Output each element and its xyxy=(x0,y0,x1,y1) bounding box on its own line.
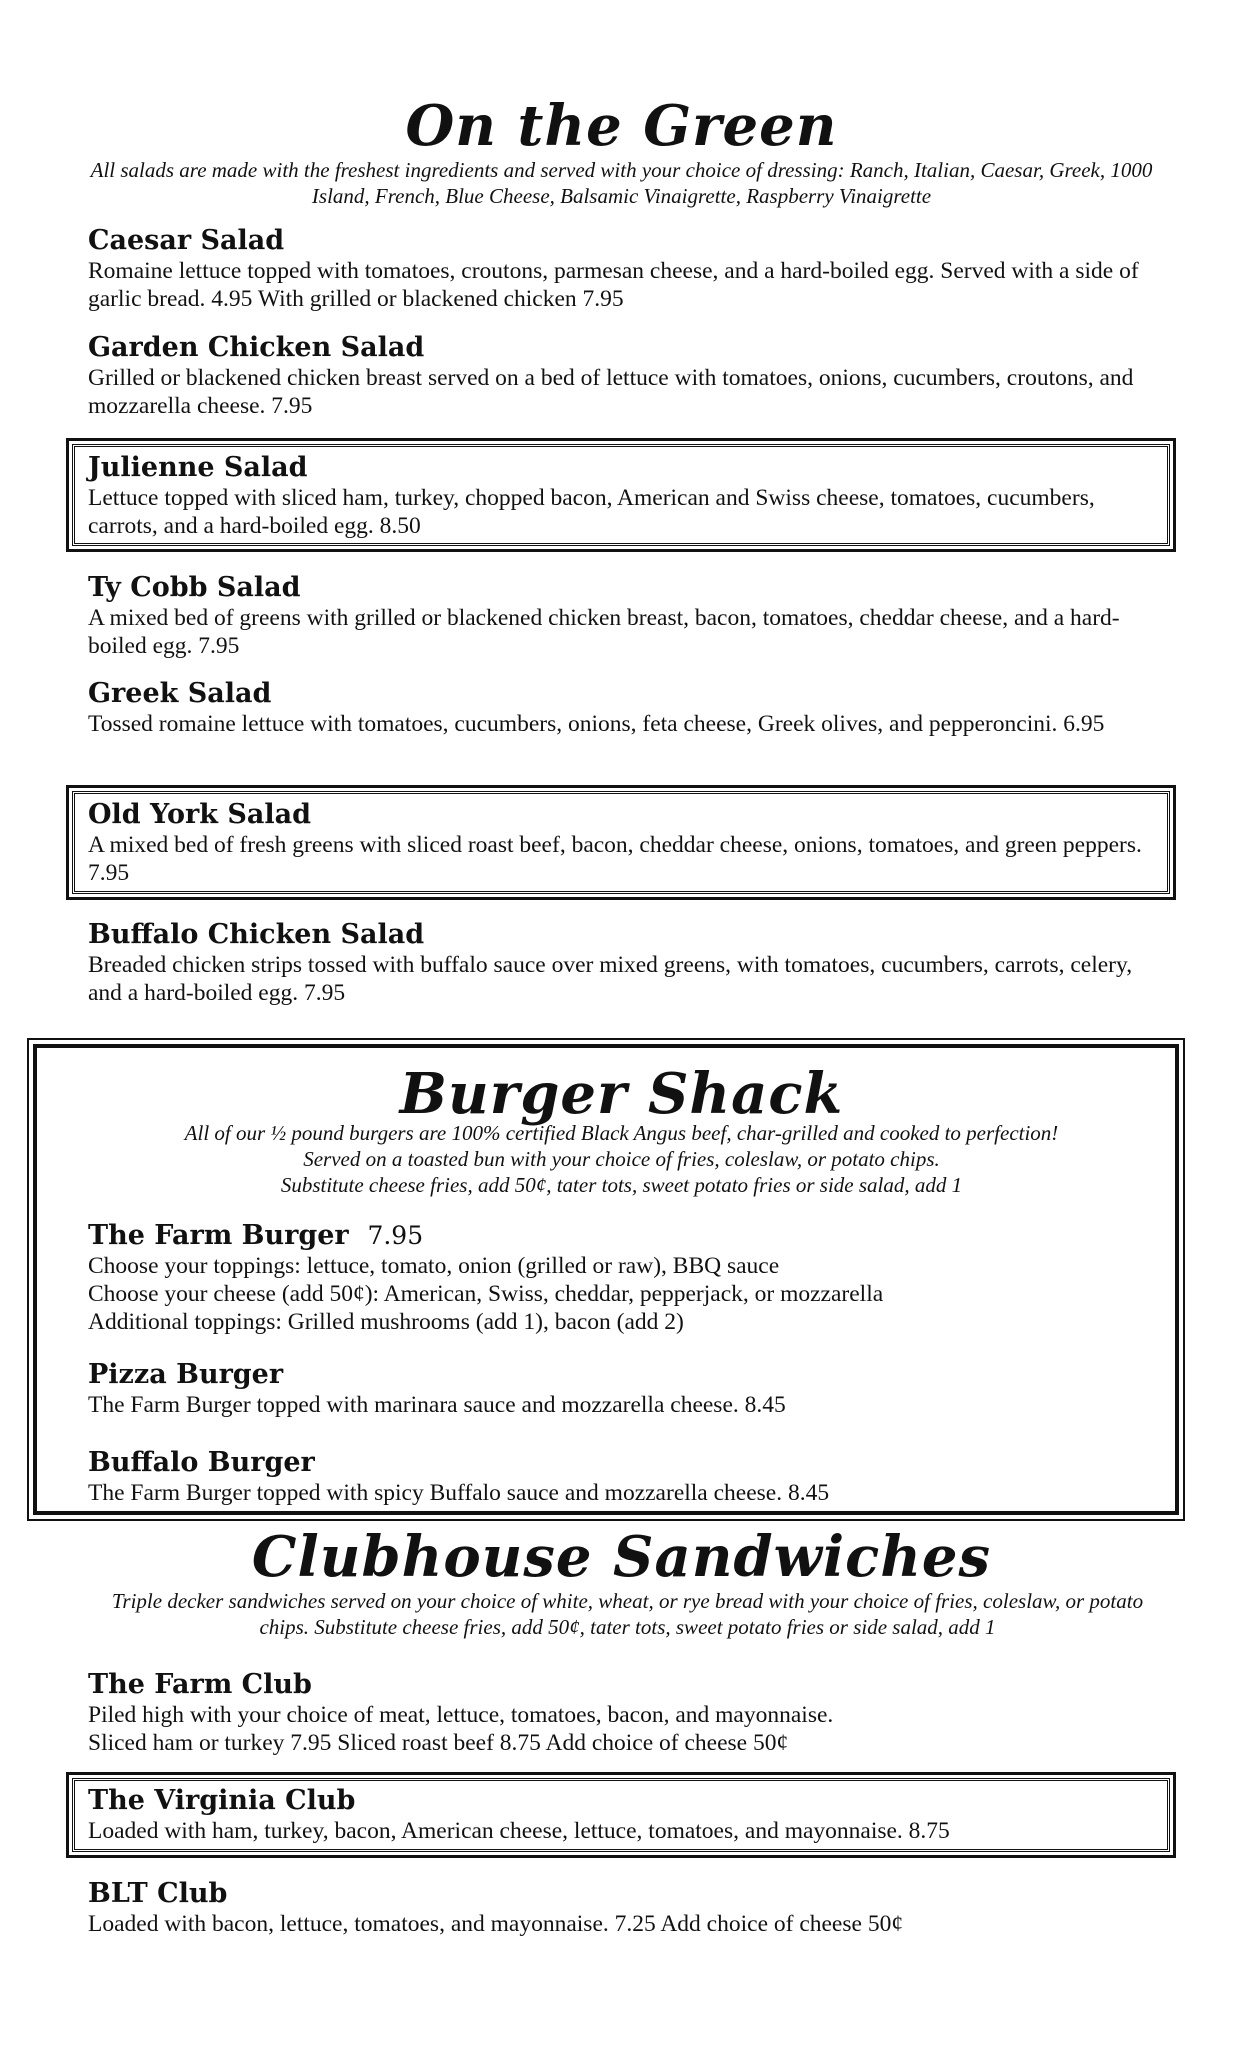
menu-item-pizza-burger xyxy=(88,1358,1168,1419)
salads-intro: All salads are made with the freshest ingredients and served with your choice of dressing: Ranch, Italian, Caesar, Greek, 1000 Island, French, Blue Cheese, Balsamic Vinaigrette, Raspberry Vinaigrette xyxy=(90,158,1153,208)
item-option-line: Piled high with your choice of meat, lettuce, tomatoes, bacon, and mayonnaise. xyxy=(88,1702,834,1728)
item-description: A mixed bed of greens with grilled or blackened chicken breast, bacon, tomatoes, cheddar cheese, and a hard-boiled egg. 7.95 xyxy=(88,605,1120,659)
menu-item-buffalo-burger xyxy=(88,1446,1168,1507)
burger-intro-line: Substitute cheese fries, add 50¢, tater tots, sweet potato fries or side salad, add 1 xyxy=(280,1173,963,1197)
item-name: Caesar Salad xyxy=(88,225,285,256)
club-intro: Triple decker sandwiches served on your choice of white, wheat, or rye bread with your choice of fries, coleslaw, or potato chips. Substitute cheese fries, add 50¢, tater tots, sweet potato fries or side salad, add 1 xyxy=(111,1589,1144,1639)
section-title-burger-shack: Burger Shack xyxy=(399,1061,844,1127)
item-name: BLT Club xyxy=(88,1878,228,1909)
item-name: Julienne Salad xyxy=(88,452,308,483)
menu-item-julienne-salad xyxy=(88,451,1168,540)
item-description: The Farm Burger topped with marinara sauce and mozzarella cheese. 8.45 xyxy=(88,1392,786,1418)
menu-item-farm-burger xyxy=(88,1219,1168,1336)
item-name: The Farm Burger xyxy=(88,1220,349,1251)
item-name: Old York Salad xyxy=(88,799,311,830)
menu-item-virginia-club xyxy=(88,1784,1168,1845)
burger-intro xyxy=(60,1120,1183,1198)
item-name: The Farm Club xyxy=(88,1669,312,1700)
item-name: Pizza Burger xyxy=(88,1359,284,1390)
item-name: Greek Salad xyxy=(88,678,272,709)
item-description: Lettuce topped with sliced ham, turkey, chopped bacon, American and Swiss cheese, tomatoes, cucumbers, carrots, and a hard-boiled egg. 8.50 xyxy=(88,485,1095,539)
item-name-with-price xyxy=(88,1219,1168,1252)
item-description: Grilled or blackened chicken breast served on a bed of lettuce with tomatoes, onions, cucumbers, croutons, and mozzarella cheese. 7.95 xyxy=(88,365,1134,419)
item-description: A mixed bed of fresh greens with sliced roast beef, bacon, cheddar cheese, onions, tomatoes, and green peppers. 7.95 xyxy=(88,832,1142,886)
item-option-line: Sliced ham or turkey 7.95 Sliced roast beef 8.75 Add choice of cheese 50¢ xyxy=(88,1730,789,1756)
item-price: 7.95 xyxy=(367,1221,424,1250)
item-description: Romaine lettuce topped with tomatoes, croutons, parmesan cheese, and a hard-boiled egg. Served with a side of garlic bread. 4.95 With grilled or blackened chicken 7.95 xyxy=(88,258,1139,312)
menu-item-buffalo-chicken-salad xyxy=(88,918,1168,1007)
item-option-line: Choose your cheese (add 50¢): American, Swiss, cheddar, pepperjack, or mozzarella xyxy=(88,1281,884,1307)
burger-intro-line: All of our ½ pound burgers are 100% certified Black Angus beef, char-grilled and cooked to perfection! xyxy=(184,1121,1059,1145)
item-description: Tossed romaine lettuce with tomatoes, cucumbers, onions, feta cheese, Greek olives, and pepperoncini. 6.95 xyxy=(88,711,1105,737)
section-title-clubhouse-sandwiches: Clubhouse Sandwiches xyxy=(251,1524,992,1590)
menu-item-garden-chicken-salad xyxy=(88,331,1168,420)
menu-item-caesar-salad xyxy=(88,224,1168,313)
item-name: Buffalo Burger xyxy=(88,1447,315,1478)
item-name: Buffalo Chicken Salad xyxy=(88,919,425,950)
item-description: The Farm Burger topped with spicy Buffalo sauce and mozzarella cheese. 8.45 xyxy=(88,1480,830,1506)
item-name: Garden Chicken Salad xyxy=(88,332,425,363)
menu-item-farm-club xyxy=(88,1668,1168,1757)
item-name: Ty Cobb Salad xyxy=(88,572,301,603)
section-title-on-the-green: On the Green xyxy=(405,93,838,159)
item-description: Breaded chicken strips tossed with buffalo sauce over mixed greens, with tomatoes, cucumbers, carrots, celery, and a hard-boiled egg. 7.95 xyxy=(88,952,1133,1006)
item-description: Loaded with bacon, lettuce, tomatoes, and mayonnaise. 7.25 Add choice of cheese 50¢ xyxy=(88,1911,904,1937)
item-option-line: Choose your toppings: lettuce, tomato, onion (grilled or raw), BBQ sauce xyxy=(88,1253,780,1279)
item-description: Loaded with ham, turkey, bacon, American cheese, lettuce, tomatoes, and mayonnaise. 8.75 xyxy=(88,1818,950,1844)
menu-item-old-york-salad xyxy=(88,798,1168,887)
item-name: The Virginia Club xyxy=(88,1785,356,1816)
item-option-line: Additional toppings: Grilled mushrooms (add 1), bacon (add 2) xyxy=(88,1309,684,1335)
menu-item-blt-club xyxy=(88,1877,1168,1938)
burger-intro-line: Served on a toasted bun with your choice of fries, coleslaw, or potato chips. xyxy=(303,1147,940,1171)
menu-item-greek-salad xyxy=(88,677,1168,738)
menu-item-ty-cobb-salad xyxy=(88,571,1168,660)
